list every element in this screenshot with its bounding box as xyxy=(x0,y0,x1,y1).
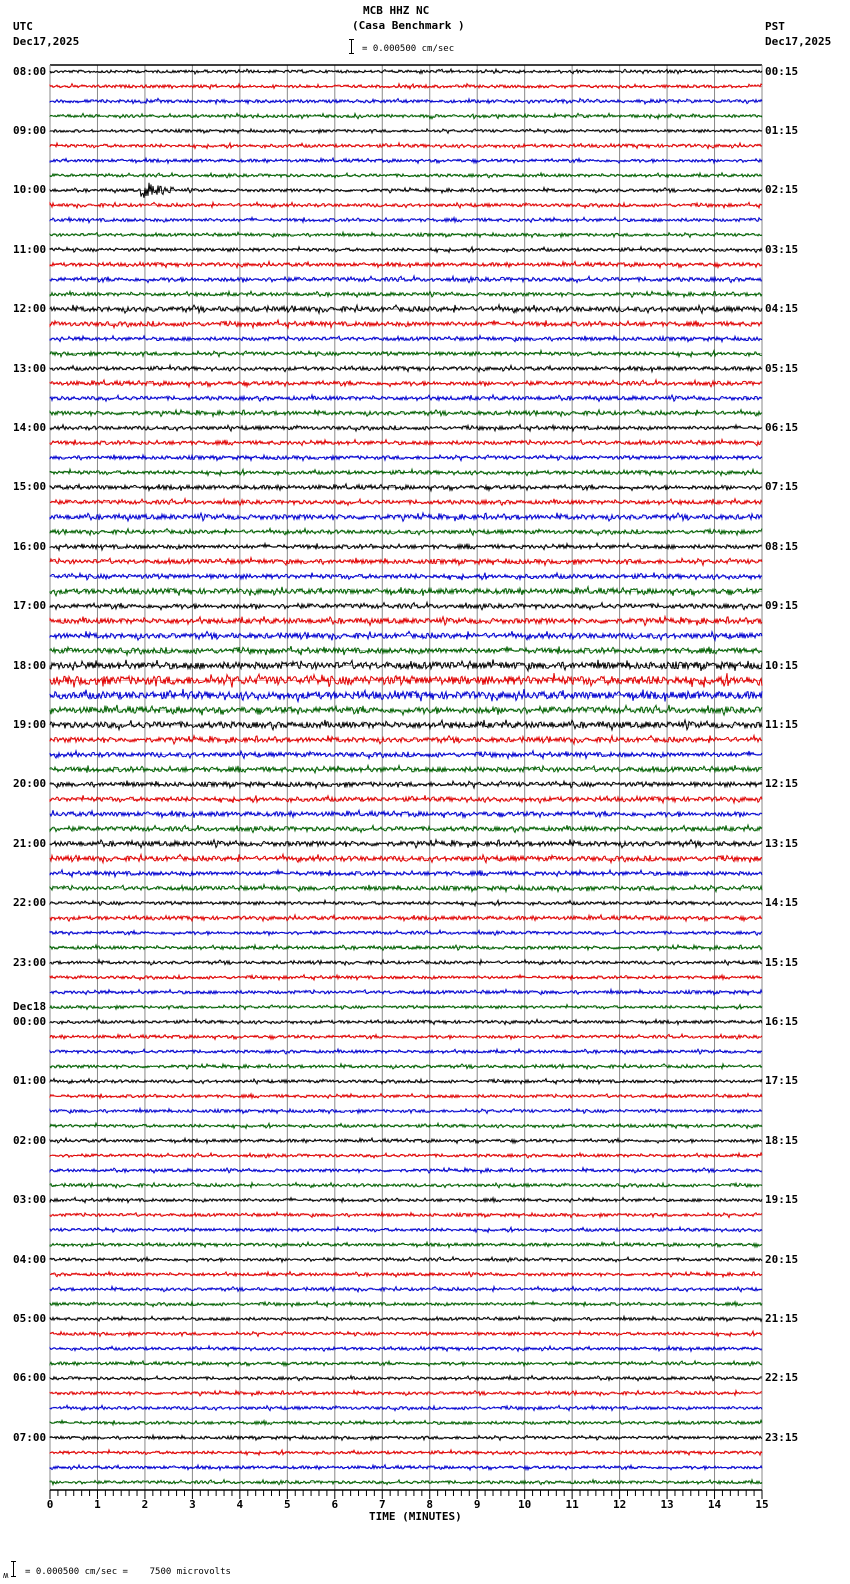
day-change-label: Dec18 xyxy=(13,999,47,1013)
pst-hour-label: 11:15 xyxy=(765,717,799,731)
utc-hour-label: 02:00 xyxy=(13,1133,47,1147)
pst-hour-label: 12:15 xyxy=(765,777,799,791)
seismic-trace xyxy=(50,455,762,461)
pst-hour-label: 17:15 xyxy=(765,1074,799,1088)
right-date: Dec17,2025 xyxy=(765,35,832,48)
seismic-trace xyxy=(50,129,762,133)
x-tick-label: 12 xyxy=(612,1498,627,1511)
seismic-trace xyxy=(50,975,762,980)
x-tick-label: 4 xyxy=(236,1498,244,1511)
utc-hour-label: 19:00 xyxy=(13,717,47,731)
x-tick-label: 6 xyxy=(331,1498,339,1511)
utc-hour-label: 04:00 xyxy=(13,1252,47,1266)
utc-hour-label: 12:00 xyxy=(13,302,47,316)
footer-scale-text: = 0.000500 cm/sec = 7500 microvolts xyxy=(25,1567,231,1577)
seismic-trace xyxy=(50,1079,762,1084)
pst-hour-label: 10:15 xyxy=(765,658,799,672)
x-tick-label: 14 xyxy=(707,1498,722,1511)
utc-hour-label: 14:00 xyxy=(13,420,47,434)
x-tick-label: 7 xyxy=(378,1498,386,1511)
seismic-trace xyxy=(50,587,762,596)
pst-hour-label: 19:15 xyxy=(765,1193,799,1207)
utc-hour-label: 03:00 xyxy=(13,1193,47,1207)
x-tick-label: 11 xyxy=(565,1498,579,1511)
utc-hour-label: 09:00 xyxy=(13,123,47,137)
seismic-trace xyxy=(50,1168,762,1173)
seismic-trace xyxy=(50,1064,762,1069)
pst-hour-label: 21:15 xyxy=(765,1311,799,1325)
pst-hour-label: 08:15 xyxy=(765,539,799,553)
station-title: MCB HHZ NC xyxy=(363,4,430,17)
utc-hour-label: 22:00 xyxy=(13,896,47,910)
pst-hour-label: 06:15 xyxy=(765,420,799,434)
x-tick-label: 2 xyxy=(141,1498,149,1511)
pst-hour-label: 22:15 xyxy=(765,1371,799,1385)
x-tick-label: 13 xyxy=(660,1498,674,1511)
utc-hour-label: 16:00 xyxy=(13,539,47,553)
x-axis-label: TIME (MINUTES) xyxy=(369,1510,462,1523)
x-tick-label: 3 xyxy=(189,1498,196,1511)
utc-hour-label: 21:00 xyxy=(13,836,47,850)
utc-hour-label: 00:00 xyxy=(13,1014,47,1028)
utc-hour-label: 17:00 xyxy=(13,599,47,613)
seismic-trace xyxy=(50,1034,762,1039)
pst-hour-label: 01:15 xyxy=(765,123,799,137)
pst-hour-label: 18:15 xyxy=(765,1133,799,1147)
pst-hour-label: 00:15 xyxy=(765,64,799,78)
seismic-trace xyxy=(50,232,762,237)
pst-hour-label: 20:15 xyxy=(765,1252,799,1266)
utc-hour-label: 11:00 xyxy=(13,242,47,256)
seismic-trace xyxy=(50,1094,762,1099)
seismic-trace xyxy=(50,673,762,687)
x-tick-label: 8 xyxy=(426,1498,434,1511)
seismic-trace xyxy=(50,720,762,730)
seismic-trace xyxy=(50,1109,762,1114)
x-tick-label: 10 xyxy=(518,1498,532,1511)
x-tick-label: 15 xyxy=(755,1498,769,1511)
utc-hour-label: 15:00 xyxy=(13,480,47,494)
right-timezone: PST xyxy=(765,20,785,33)
footer-scale-prefix: ʍ xyxy=(3,1571,9,1581)
utc-hour-label: 01:00 xyxy=(13,1074,47,1088)
x-tick-label: 9 xyxy=(473,1498,481,1511)
utc-hour-label: 08:00 xyxy=(13,64,47,78)
seismic-trace xyxy=(50,217,762,222)
utc-hour-label: 13:00 xyxy=(13,361,47,375)
seismic-trace xyxy=(50,736,762,745)
seismic-trace xyxy=(50,1361,762,1366)
seismic-trace xyxy=(50,765,762,773)
utc-hour-label: 10:00 xyxy=(13,183,47,197)
seismic-trace xyxy=(50,469,762,475)
seismic-trace xyxy=(50,1346,762,1351)
x-tick-label: 0 xyxy=(46,1498,54,1511)
scale-text: = 0.000500 cm/sec xyxy=(362,44,455,54)
pst-hour-label: 13:15 xyxy=(765,836,799,850)
utc-hour-label: 06:00 xyxy=(13,1371,47,1385)
pst-hour-label: 23:15 xyxy=(765,1430,799,1444)
pst-hour-label: 15:15 xyxy=(765,955,799,969)
site-name: (Casa Benchmark ) xyxy=(352,19,465,32)
pst-hour-label: 09:15 xyxy=(765,599,799,613)
utc-hour-label: 07:00 xyxy=(13,1430,47,1444)
seismic-trace xyxy=(50,1316,762,1321)
pst-hour-label: 03:15 xyxy=(765,242,799,256)
seismic-trace xyxy=(50,1420,762,1425)
left-date: Dec17,2025 xyxy=(13,35,80,48)
seismic-trace xyxy=(50,689,762,702)
seismic-trace xyxy=(50,173,762,178)
pst-hour-label: 04:15 xyxy=(765,302,799,316)
utc-hour-label: 20:00 xyxy=(13,777,47,791)
x-tick-label: 5 xyxy=(284,1498,291,1511)
footer-scale-bar-icon xyxy=(11,1561,17,1576)
seismic-trace xyxy=(50,602,762,609)
seismic-trace xyxy=(50,1153,762,1158)
utc-hour-label: 23:00 xyxy=(13,955,47,969)
pst-hour-label: 05:15 xyxy=(765,361,799,375)
pst-hour-label: 02:15 xyxy=(765,183,799,197)
seismic-trace xyxy=(50,529,762,536)
x-tick-label: 1 xyxy=(94,1498,101,1511)
pst-hour-label: 16:15 xyxy=(765,1014,799,1028)
utc-hour-label: 18:00 xyxy=(13,658,47,672)
pst-hour-label: 14:15 xyxy=(765,896,799,910)
left-timezone: UTC xyxy=(13,20,33,33)
utc-hour-label: 05:00 xyxy=(13,1311,47,1325)
pst-hour-label: 07:15 xyxy=(765,480,799,494)
